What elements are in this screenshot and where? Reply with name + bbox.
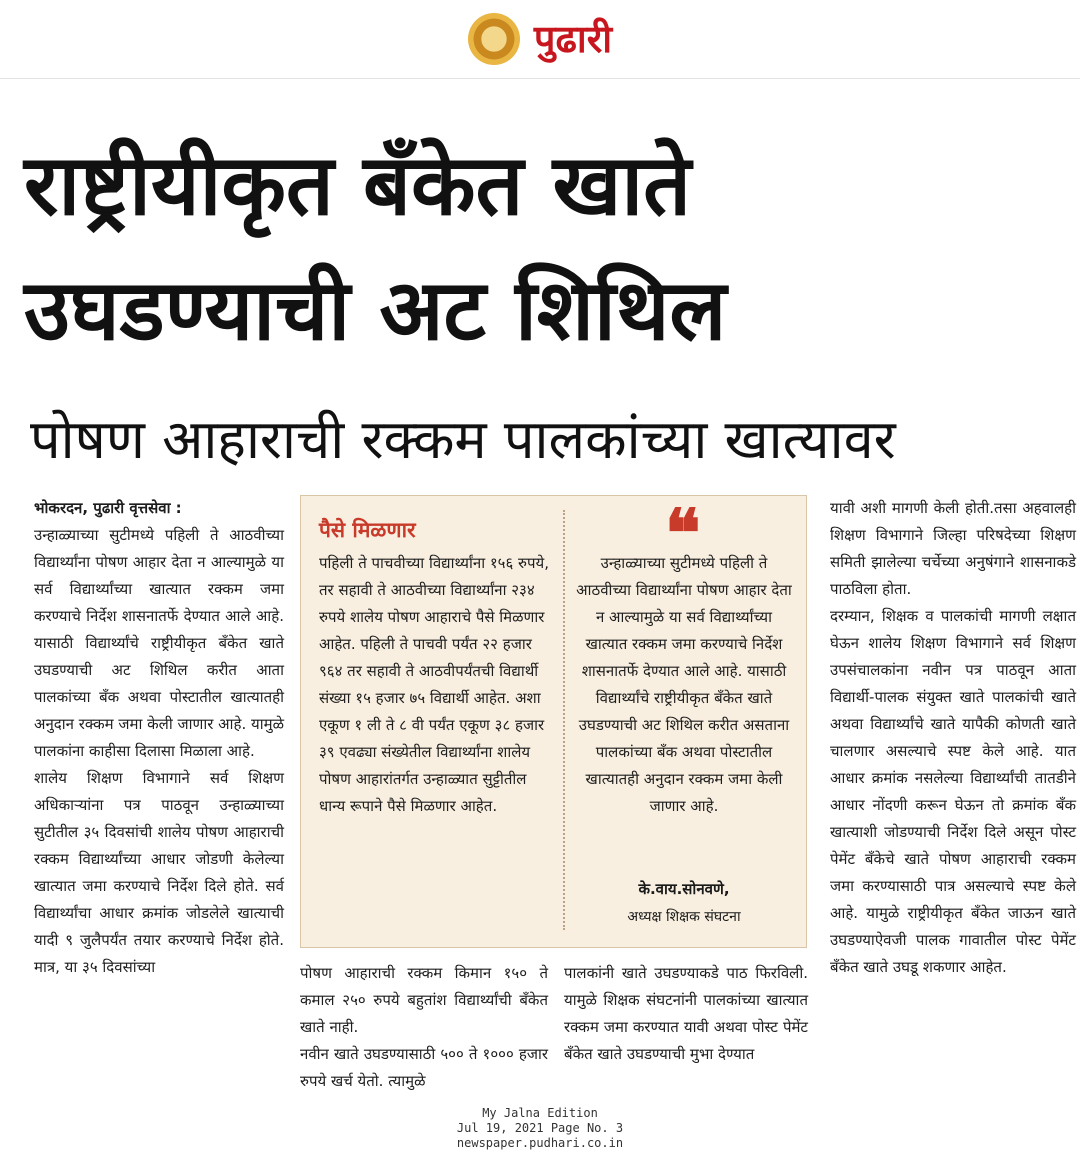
article-column-1 [34, 495, 284, 981]
edition-footer [0, 1106, 1080, 1151]
newspaper-name: पुढारी [533, 17, 613, 61]
headline-line-2: उघडण्याची अट शिथिल [24, 260, 727, 359]
column-1-text: उन्हाळ्याच्या सुटीमध्ये पहिली ते आठवीच्या विद्यार्थ्यांना पोषण आहार देता न आल्यामुळे या सर्व विद्यार्थ्यांच्या खात्यात रक्कम जमा करण्याचे निर्देश शासनातर्फे देण्यात आले आहे. यासाठी विद्यार्थ्यांचे राष्ट्रीयीकृत बँकेत खाते उघडण्याची अट शिथिल करीत आता पालकांच्या बँक अथवा पोस्टातील खात्यातही अनुदान रक्कम जमा केली जाणार आहे. यामुळे पालकांना काहीसा दिलासा मिळाला आहे. शालेय शिक्षण विभागाने सर्व शिक्षण अधिकाऱ्यांना पत्र पाठवून उन्हाळ्याच्या सुटीतील ३५ दिवसांची शालेय पोषण आहाराची रक्कम विद्यार्थ्यांच्या आधार जोडणी केलेल्या खात्यात जमा करण्याचे निर्देश दिले होते. सर्व विद्यार्थ्यांचा आधार क्रमांक जोडलेले खात्याची यादी ९ जुलैपर्यंत तयार करण्याचे निर्देश होते. मात्र, या ३५ दिवसांच्या [34, 526, 284, 976]
headline-line-1: राष्ट्रीयीकृत बँकेत खाते [24, 135, 691, 234]
pull-quote: उन्हाळ्याच्या सुटीमध्ये पहिली ते आठवीच्या विद्यार्थ्यांना पोषण आहार देता न आल्यामुळे या सर्व विद्यार्थ्यांच्या खात्यात रक्कम जमा करण्याचे निर्देश शासनातर्फे देण्यात आले आहे. यासाठी विद्यार्थ्यांचे राष्ट्रीयीकृत बँकेत खाते उघडण्याची अट शिथिल करीत असताना पालकांच्या बँक अथवा पोस्टातील खात्यातही अनुदान रक्कम जमा केली जाणार आहे. [576, 554, 792, 815]
quote-author-role: अध्यक्ष शिक्षक संघटना [627, 909, 741, 925]
masthead [0, 0, 1080, 79]
subheadline: पोषण आहाराची रक्कम पालकांच्या खात्यावर [30, 408, 896, 471]
footer-edition: My Jalna Edition [482, 1106, 598, 1120]
article-column-2-bottom: पोषण आहाराची रक्कम किमान १५० ते कमाल २५० रुपये बहुतांश विद्यार्थ्यांची बँकेत खाते नाही. नवीन खाते उघडण्यासाठी ५०० ते १००० हजार रुपये खर्च येतो. त्यामुळे [300, 964, 548, 1090]
dateline: भोकरदन, पुढारी वृत्तसेवा : [34, 499, 182, 517]
info-boxout [300, 495, 807, 948]
article-column-4: यावी अशी मागणी केली होती.तसा अहवालही शिक्षण विभागाने जिल्हा परिषदेच्या शिक्षण समिती झालेल्या चर्चेच्या अनुषंगाने शासनाकडे पाठविला होता. दरम्यान, शिक्षक व पालकांची मागणी लक्षात घेऊन शालेय शिक्षण विभागाने सर्व शिक्षण उपसंचालकांना नवीन पत्र पाठवून आता विद्यार्थी-पालक संयुक्त खाते पालकांची खाते अथवा विद्यार्थ्यांचे खाते यापैकी कोणती खाते चालणार असल्याचे स्पष्ट केले आहे. यात आधार क्रमांक नसलेल्या विद्यार्थ्यांची तातडीने आधार नोंदणी करून घेऊन तो क्रमांक बँक खात्याशी जोडण्याची निर्देश दिले असून पोस्ट पेमेंट बँकेचे खाते पोषण आहाराची रक्कम जमा करण्यासाठी पात्र असल्याचे स्पष्ट केले आहे. यामुळे राष्ट्रीयीकृत बँकेत जाऊन खाते उघडण्याऐवजी पालक गावातील पोस्ट पेमेंट बँकेत खाते उघडू शकणार आहेत. [830, 499, 1076, 976]
newspaper-logo [534, 19, 612, 59]
article-column-3-bottom: पालकांनी खाते उघडण्याकडे पाठ फिरविली. यामुळे शिक्षक संघटनांनी पालकांच्या खात्यात रक्कम जमा करण्यात यावी अथवा पोस्ट पेमेंट बँकेत खाते उघडण्याची मुभा देण्यात [564, 964, 808, 1063]
newspaper-seal-logo [468, 13, 520, 65]
footer-url: newspaper.pudhari.co.in [456, 1136, 624, 1150]
footer-date-page: Jul 19, 2021 Page No. 3 [456, 1121, 624, 1135]
boxout-divider [563, 510, 565, 930]
quote-author: के.वाय.सोनवणे, [638, 880, 730, 898]
boxout-title: पैसे मिळणार [319, 518, 416, 542]
boxout-body: पहिली ते पाचवीच्या विद्यार्थ्यांना १५६ रुपये, तर सहावी ते आठवीच्या विद्यार्थ्यांना २३४ रुपये शालेय पोषण आहाराचे पैसे मिळणार आहेत. पहिली ते पाचवी पर्यंत २२ हजार ९६४ तर सहावी ते आठवीपर्यंतची विद्यार्थी संख्या १५ हजार ७५ विद्यार्थी आहेत. अशा एकूण १ ली ते ८ वी पर्यंत एकूण ३८ हजार ३९ एवढ्या संख्येतील विद्यार्थ्यांना शालेय पोषण आहारांतर्गत उन्हाळ्यात सुट्टीतील धान्य रूपाने पैसे मिळणार आहेत. [319, 554, 549, 815]
quote-mark-icon: ❝ [665, 494, 701, 572]
